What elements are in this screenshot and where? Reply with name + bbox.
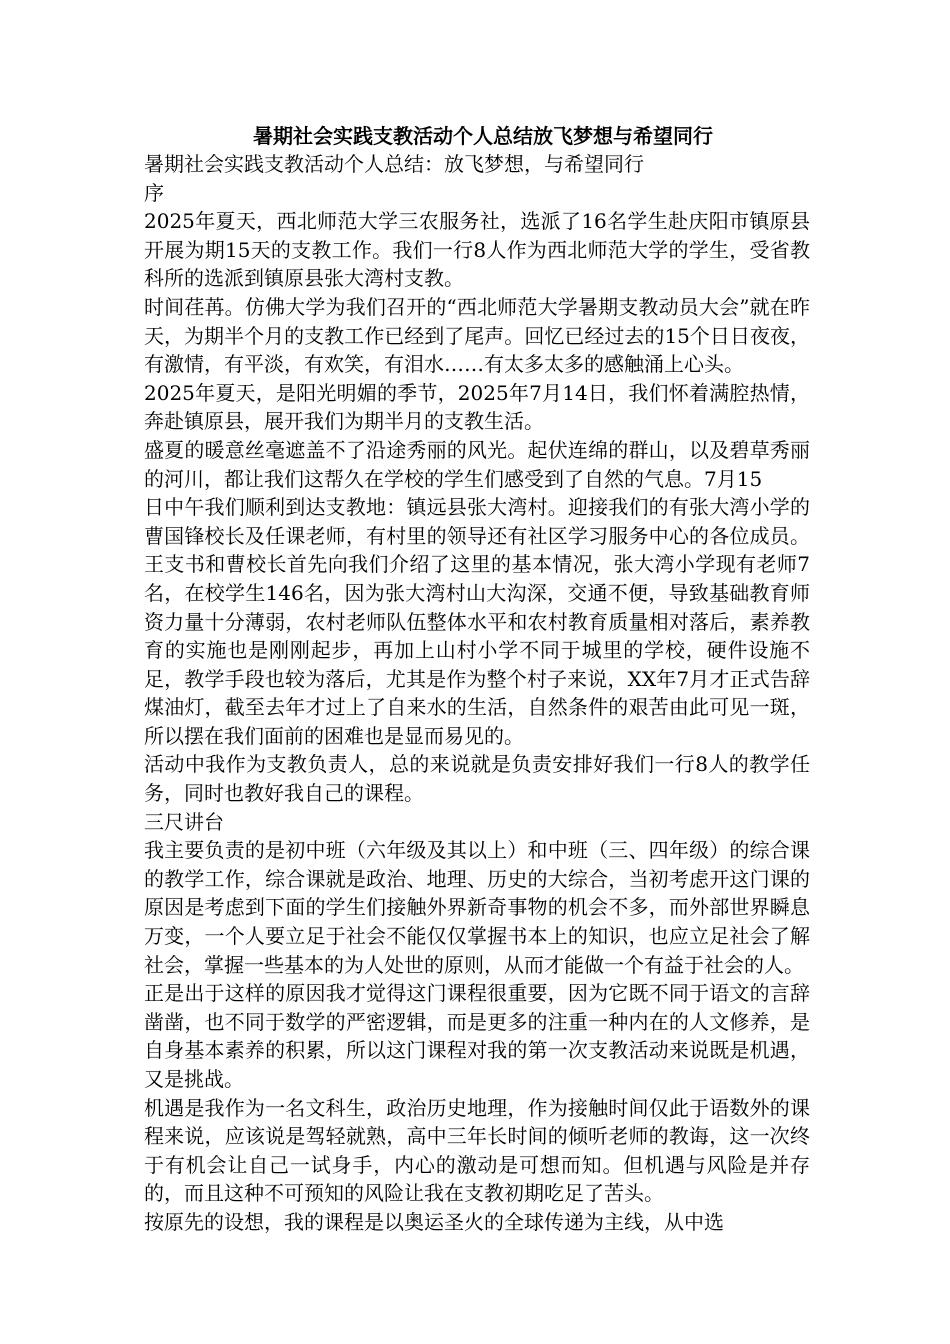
body-paragraph: 时间荏苒。仿佛大学为我们召开的“西北师范大学暑期支教动员大会”就在昨天，为期半个月的支教工作已经到了尾声。回忆已经过去的15个日日夜夜，有激情，有平淡，有欢笑，有泪水……有太多太多的感触涌上心头。 — [144, 294, 810, 377]
body-paragraph: 活动中我作为支教负责人，总的来说就是负责安排好我们一行8人的教学任务，同时也教好我自己的课程。 — [144, 752, 810, 806]
document-title: 暑期社会实践支教活动个人总结放飞梦想与希望同行 — [253, 124, 713, 148]
body-paragraph: 按原先的设想，我的课程是以奥运圣火的全球传递为主线，从中选 — [144, 1209, 724, 1234]
document-body — [144, 122, 810, 1237]
body-paragraph: 2025年夏天，是阳光明媚的季节，2025年7月14日，我们怀着满腔热情，奔赴镇原县，展开我们为期半月的支教生活。 — [144, 380, 810, 434]
body-paragraph: 正是出于这样的原因我才觉得这门课程很重要，因为它既不同于语文的言辞凿凿，也不同于数学的严密逻辑，而是更多的注重一种内在的人文修养，是自身基本素养的积累，所以这门课程对我的第一次支教活动来说既是机遇，又是挑战。 — [144, 981, 810, 1091]
section-heading-podium: 三尺讲台 — [144, 809, 224, 834]
body-paragraph: 机遇是我作为一名文科生，政治历史地理，作为接触时间仅此于语数外的课程来说，应该说是驾轻就熟，高中三年长时间的倾听老师的教诲，这一次终于有机会让自己一试身手，内心的激动是可想而知。但机遇与风险是并存的，而且这种不可预知的风险让我在支教初期吃足了苦头。 — [144, 1095, 810, 1206]
body-paragraph: 日中午我们顺利到达支教地：镇远县张大湾村。迎接我们的有张大湾小学的曹国锋校长及任课老师，有村里的领导还有社区学习服务中心的各位成员。王支书和曹校长首先向我们介绍了这里的基本情况，张大湾小学现有老师7名，在校学生146名，因为张大湾村山大沟深，交通不便，导致基础教育师资力量十分薄弱，农村老师队伍整体水平和农村教育质量相对落后，素养教育的实施也是刚刚起步，再加上山村小学不同于城里的学校，硬件设施不足，教学手段也较为落后，尤其是作为整个村子来说，XX年7月才正式告辞煤油灯，截至去年才过上了自来水的生活，自然条件的艰苦由此可见一斑，所以摆在我们面前的困难也是显而易见的。 — [144, 495, 810, 748]
body-paragraph: 盛夏的暖意丝毫遮盖不了沿途秀丽的风光。起伏连绵的群山，以及碧草秀丽的河川，都让我们这帮久在学校的学生们感受到了自然的气息。7月15 — [144, 437, 810, 491]
body-paragraph: 2025年夏天，西北师范大学三农服务社，选派了16名学生赴庆阳市镇原县开展为期15天的支教工作。我们一行8人作为西北师范大学的学生，受省教科所的选派到镇原县张大湾村支教。 — [144, 209, 810, 291]
body-paragraph: 我主要负责的是初中班（六年级及其以上）和中班（三、四年级）的综合课的教学工作，综合课就是政治、地理、历史的大综合，当初考虑开这门课的原因是考虑到下面的学生们接触外界新奇事物的机会不多，而外部世界瞬息万变，一个人要立足于社会不能仅仅掌握书本上的知识，也应立足社会了解社会，掌握一些基本的为人处世的原则，从而才能做一个有益于社会的人。 — [144, 838, 810, 977]
subtitle-paragraph: 暑期社会实践支教活动个人总结：放飞梦想，与希望同行 — [144, 152, 644, 176]
section-heading-preface: 序 — [144, 180, 164, 205]
